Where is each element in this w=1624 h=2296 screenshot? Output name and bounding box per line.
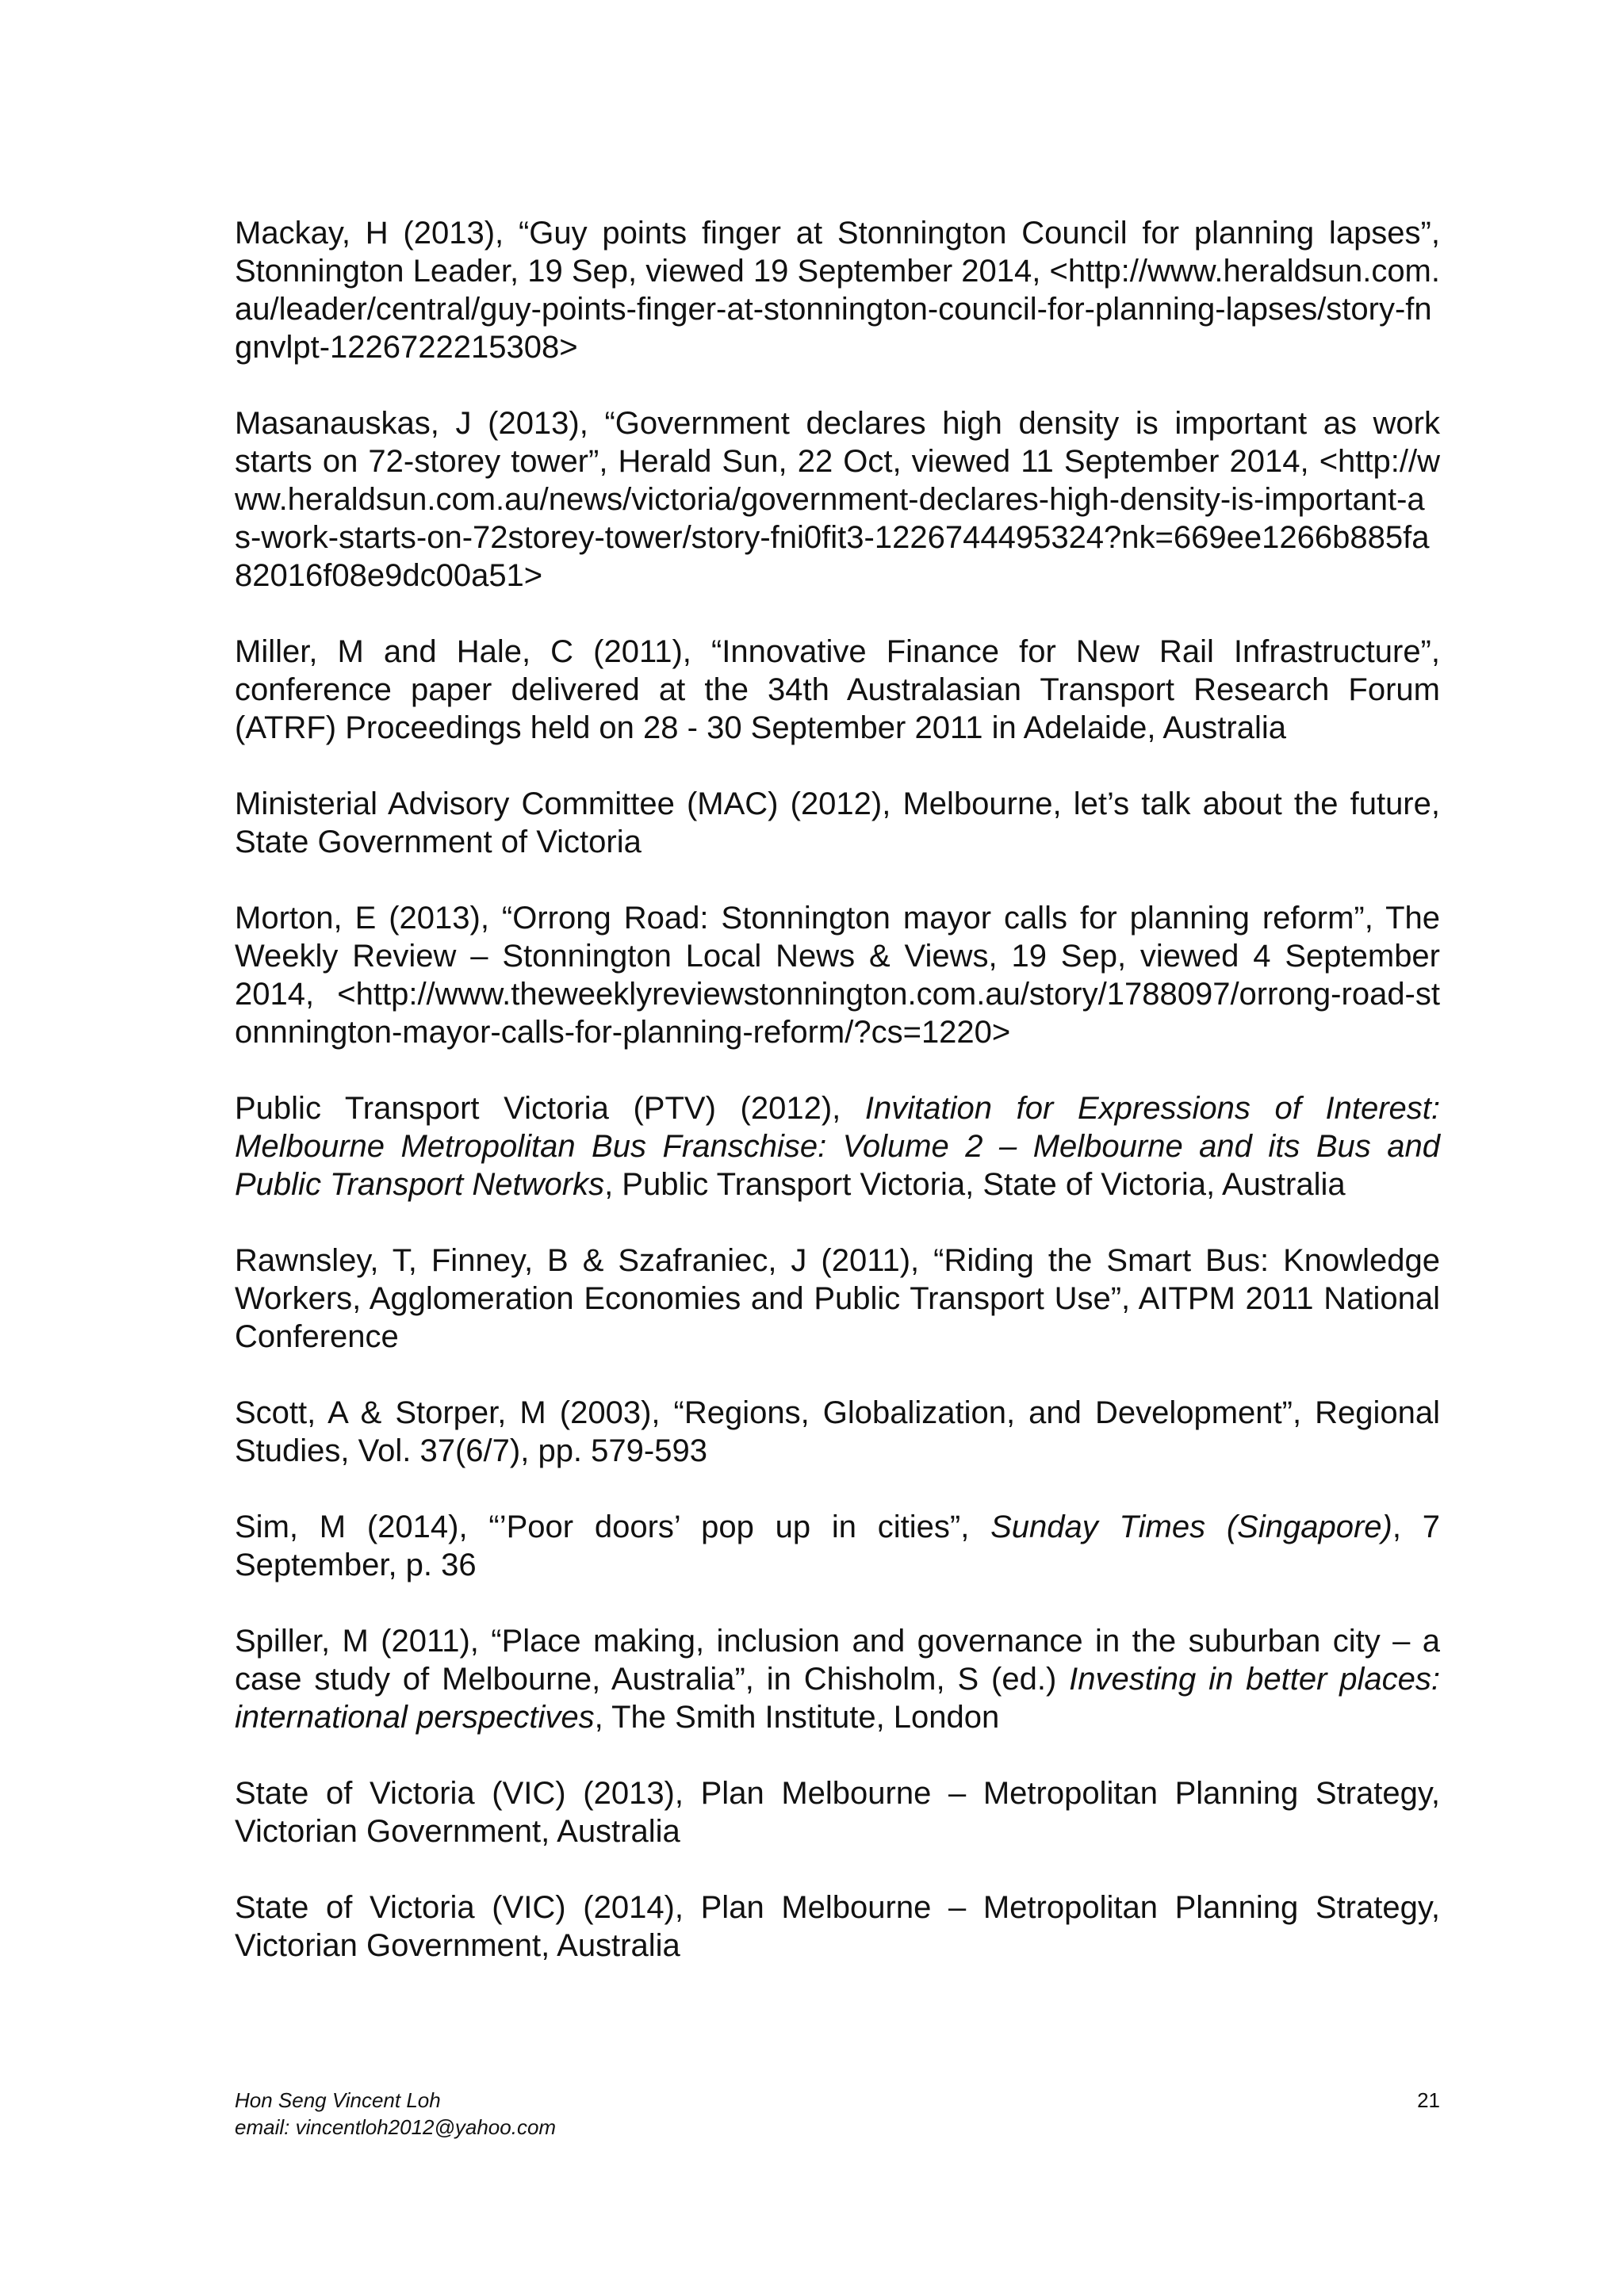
reference-entry (235, 1394, 1440, 1470)
reference-url: <http://www.heraldsun.com.au/leader/central/guy-points-finger-at-stonnington-council-for-planning-lapses/story-fngnvlpt-1226722215308> (235, 254, 1440, 365)
reference-text: Spiller, M (2011), “Place making, inclusion and governance in the suburban city – a case study of Melbourne, Australia”, in Chisholm, S (ed.) (235, 1624, 1440, 1697)
reference-text: Sim, M (2014), “’Poor doors’ pop up in cities”, (235, 1510, 991, 1544)
reference-entry (235, 633, 1440, 747)
reference-italic-text: Sunday Times (Singapore) (990, 1510, 1392, 1544)
reference-entry (235, 1774, 1440, 1850)
reference-text: State of Victoria (VIC) (2014), Plan Melbourne – Metropolitan Planning Strategy, Victorian Government, Australia (235, 1890, 1440, 1963)
reference-text: Mackay, H (2013), “Guy points finger at Stonnington Council for planning lapses”, Stonnington Leader, 19 Sep, viewed 19 September 2014, (235, 216, 1440, 289)
reference-text: Ministerial Advisory Committee (MAC) (2012), Melbourne, let’s talk about the future, State Government of Victoria (235, 786, 1440, 859)
reference-text: Masanauskas, J (2013), “Government declares high density is important as work starts on 72-storey tower”, Herald Sun, 22 Oct, viewed 11 September 2014, (235, 406, 1440, 479)
reference-text: Public Transport Victoria (PTV) (2012), (235, 1091, 865, 1126)
reference-entry (235, 785, 1440, 861)
reference-text-after: , The Smith Institute, London (594, 1700, 1000, 1735)
reference-entry (235, 214, 1440, 366)
page-footer (235, 2087, 1440, 2141)
reference-italic-text: Invitation for Expressions of Interest: Melbourne Metropolitan Bus Franschise: Volume 2 – Melbourne and its Bus and Public Transport Networks (235, 1091, 1440, 1202)
footer-author-line (235, 2087, 1440, 2114)
page-number: 21 (1417, 2088, 1440, 2112)
footer-author: Hon Seng Vincent Loh (235, 2088, 441, 2112)
reference-text-after: , 7 September, p. 36 (235, 1510, 1440, 1582)
reference-text: Miller, M and Hale, C (2011), “Innovative Finance for New Rail Infrastructure”, conference paper delivered at the 34th Australasian Transport Research Forum (ATRF) Proceedings held on 28 - 30 September 2011 in Adelaide, Australia (235, 634, 1440, 745)
reference-text-after: , Public Transport Victoria, State of Victoria, Australia (604, 1167, 1346, 1202)
reference-entry (235, 404, 1440, 595)
reference-text: Rawnsley, T, Finney, B & Szafraniec, J (2011), “Riding the Smart Bus: Knowledge Workers, Agglomeration Economies and Public Transport Use”, AITPM 2011 National Conference (235, 1243, 1440, 1354)
reference-text: State of Victoria (VIC) (2013), Plan Melbourne – Metropolitan Planning Strategy, Victorian Government, Australia (235, 1776, 1440, 1849)
reference-url: <http://www.heraldsun.com.au/news/victoria/government-declares-high-density-is-important-as-work-starts-on-72storey-tower/story-fni0fit3-1226744495324?nk=669ee1266b885fa82016f08e9dc00a51> (235, 444, 1440, 593)
reference-url: <http://www.theweeklyreviewstonnington.com.au/story/1788097/orrong-road-stonnnington-mayor-calls-for-planning-reform/?cs=1220> (235, 977, 1440, 1050)
reference-italic-text: Investing in better places: international perspectives (235, 1662, 1441, 1735)
reference-text: Scott, A & Storper, M (2003), “Regions, Globalization, and Development”, Regional Studies, Vol. 37(6/7), pp. 579-593 (235, 1395, 1440, 1468)
reference-entry (235, 1888, 1440, 1965)
reference-entry (235, 1089, 1440, 1203)
footer-email: email: vincentloh2012@yahoo.com (235, 2115, 557, 2139)
reference-list (235, 214, 1440, 2003)
reference-entry (235, 899, 1440, 1051)
reference-text: Morton, E (2013), “Orrong Road: Stonnington mayor calls for planning reform”, The Weekly Review – Stonnington Local News & Views, 19 Sep, viewed 4 September 2014, (235, 901, 1440, 1012)
reference-entry (235, 1508, 1440, 1584)
reference-entry (235, 1242, 1440, 1356)
reference-entry (235, 1622, 1440, 1736)
